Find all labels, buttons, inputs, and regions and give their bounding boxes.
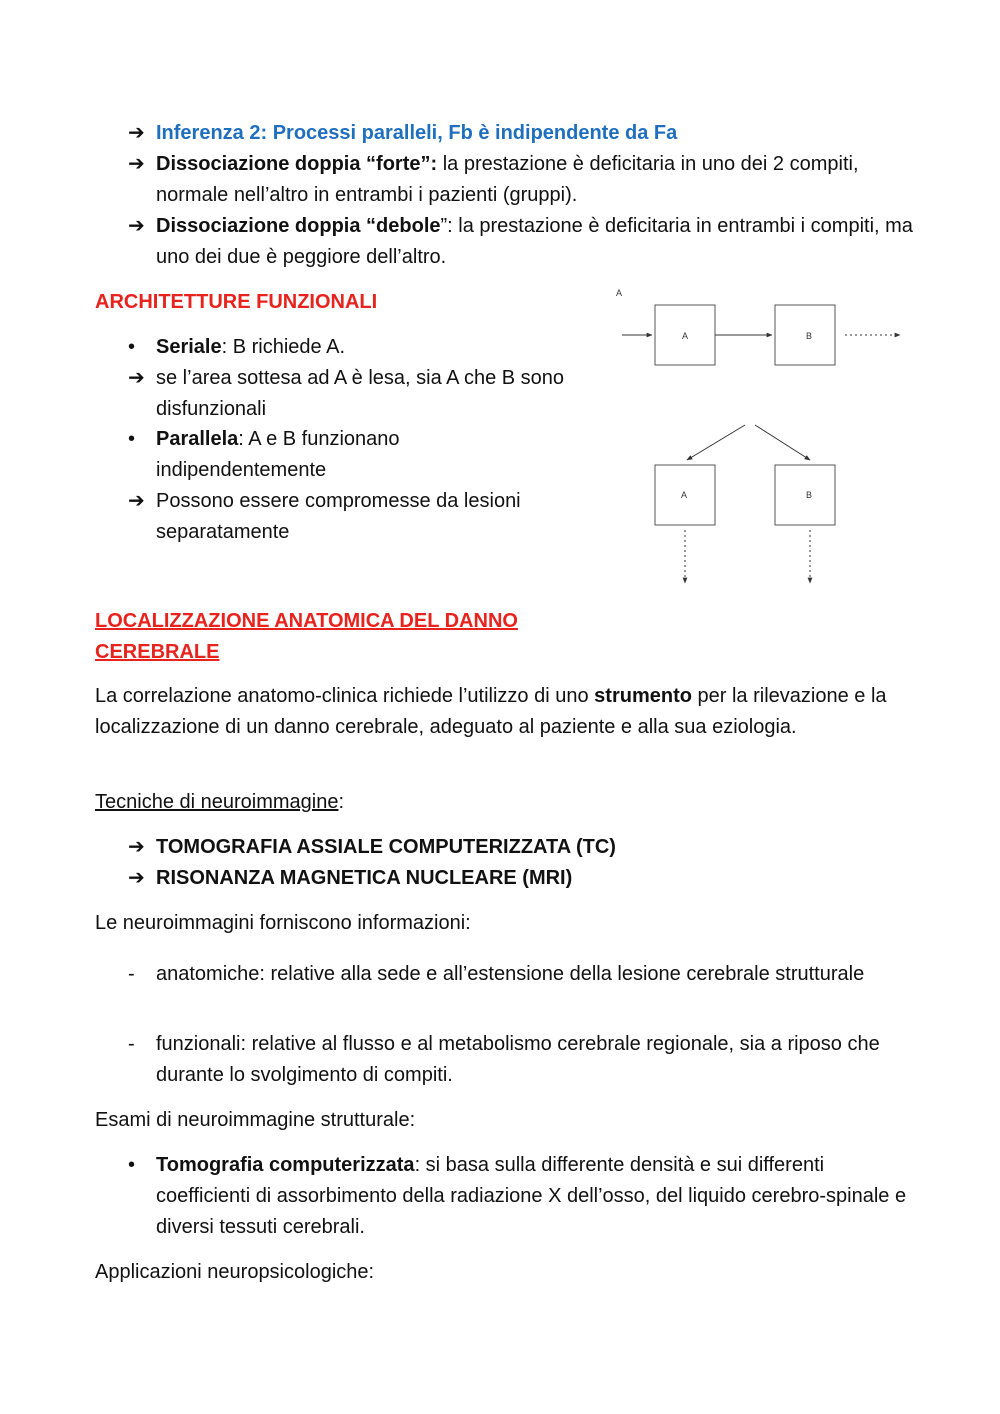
arrow-icon: ➔ xyxy=(128,367,145,389)
parallel-box-b-label: B xyxy=(805,490,813,500)
arrow-icon: ➔ xyxy=(128,215,145,237)
seriale-text: : B richiede A. xyxy=(221,336,346,358)
dissociazione-debole-text: ”: la prestazione è deficitaria in entrambi i compiti, ma uno dei due è peggiore dell’altro. xyxy=(156,215,913,268)
arrow-icon: ➔ xyxy=(128,836,145,858)
applicazioni-heading: Applicazioni neuropsicologiche: xyxy=(95,1261,375,1283)
parallel-box-a-label: A xyxy=(680,490,688,500)
serial-box-a-label: A xyxy=(681,331,689,341)
architetture-heading: ARCHITETTURE FUNZIONALI xyxy=(95,291,378,313)
dash-item-anatomiche xyxy=(128,959,888,990)
technique-mri: RISONANZA MAGNETICA NUCLEARE (MRI) xyxy=(156,867,573,889)
intro-text-end: per la rilevazione e la localizzazione di un danno cerebrale, adeguato al paziente e alla sua eziologia. xyxy=(95,685,887,738)
dash-item-funzionali xyxy=(128,1029,918,1091)
tecniche-colon: : xyxy=(338,791,345,813)
parallela-label: Parallela xyxy=(156,428,239,450)
info-anatomiche: anatomiche: relative alla sede e all’estensione della lesione cerebrale strutturale xyxy=(156,963,865,985)
arrow-item-parallela-note xyxy=(128,486,568,548)
tecniche-label: Tecniche di neuroimmagine xyxy=(95,791,339,813)
bullet-seriale xyxy=(128,332,598,363)
dash-icon: - xyxy=(128,1033,135,1055)
localizzazione-heading-line2: CEREBRALE xyxy=(95,641,220,663)
arrow-item-seriale-note xyxy=(128,363,598,425)
serial-box-b-label: B xyxy=(805,331,813,341)
arrow-item-inferenza xyxy=(128,118,918,149)
dissociazione-forte-text: la prestazione è deficitaria in uno dei 2 compiti, normale nell’altro in entrambi i pazienti (gruppi). xyxy=(156,153,859,206)
arrow-item-tc xyxy=(128,832,918,863)
tecniche-label-line xyxy=(95,787,344,818)
tomografia-text: : si basa sulla differente densità e sui differenti coefficienti di assorbimento della radiazione X dell’osso, del liquido cerebro-spinale e diversi tessuti cerebrali. xyxy=(156,1154,907,1238)
parallela-note: Possono essere compromesse da lesioni separatamente xyxy=(156,490,521,543)
parallel-left-arrow xyxy=(687,425,745,460)
bullet-parallela xyxy=(128,424,448,486)
arrow-item-mri xyxy=(128,863,918,894)
intro-paragraph xyxy=(95,681,915,743)
inferenza-text: Inferenza 2: Processi paralleli, Fb è indipendente da Fa xyxy=(156,122,678,144)
bullet-icon: • xyxy=(128,1154,136,1176)
parallel-right-arrow xyxy=(755,425,810,460)
intro-text-start: La correlazione anatomo-clinica richiede l’utilizzo di uno xyxy=(95,685,595,707)
arrow-icon: ➔ xyxy=(128,490,145,512)
arrow-icon: ➔ xyxy=(128,122,145,144)
arrow-icon: ➔ xyxy=(128,153,145,175)
dissociazione-debole-label: Dissociazione doppia “debole xyxy=(156,215,441,237)
intro-bold: strumento xyxy=(594,685,692,707)
arrow-item-dissociazione-debole xyxy=(128,211,918,273)
esami-intro: Esami di neuroimmagine strutturale: xyxy=(95,1109,416,1131)
arrow-icon: ➔ xyxy=(128,867,145,889)
dash-icon: - xyxy=(128,963,135,985)
arrow-item-dissociazione-forte xyxy=(128,149,918,211)
architecture-diagram xyxy=(600,280,920,600)
serial-diagram-label: A xyxy=(616,288,623,298)
localizzazione-heading-line1: LOCALIZZAZIONE ANATOMICA DEL DANNO xyxy=(95,610,518,632)
bullet-icon: • xyxy=(128,336,136,358)
technique-tc: TOMOGRAFIA ASSIALE COMPUTERIZZATA (TC) xyxy=(156,836,616,858)
seriale-note: se l’area sottesa ad A è lesa, sia A che B sono disfunzionali xyxy=(156,367,565,420)
bullet-icon: • xyxy=(128,428,136,450)
info-intro: Le neuroimmagini forniscono informazioni: xyxy=(95,912,471,934)
info-funzionali: funzionali: relative al flusso e al metabolismo cerebrale regionale, sia a riposo che durante lo svolgimento di compiti. xyxy=(156,1033,880,1086)
parallela-text: : A e B funzionano indipendentemente xyxy=(156,428,400,481)
tomografia-label: Tomografia computerizzata xyxy=(156,1154,415,1176)
bullet-tomografia xyxy=(128,1150,918,1243)
dissociazione-forte-label: Dissociazione doppia “forte”: xyxy=(156,153,438,175)
seriale-label: Seriale xyxy=(156,336,222,358)
